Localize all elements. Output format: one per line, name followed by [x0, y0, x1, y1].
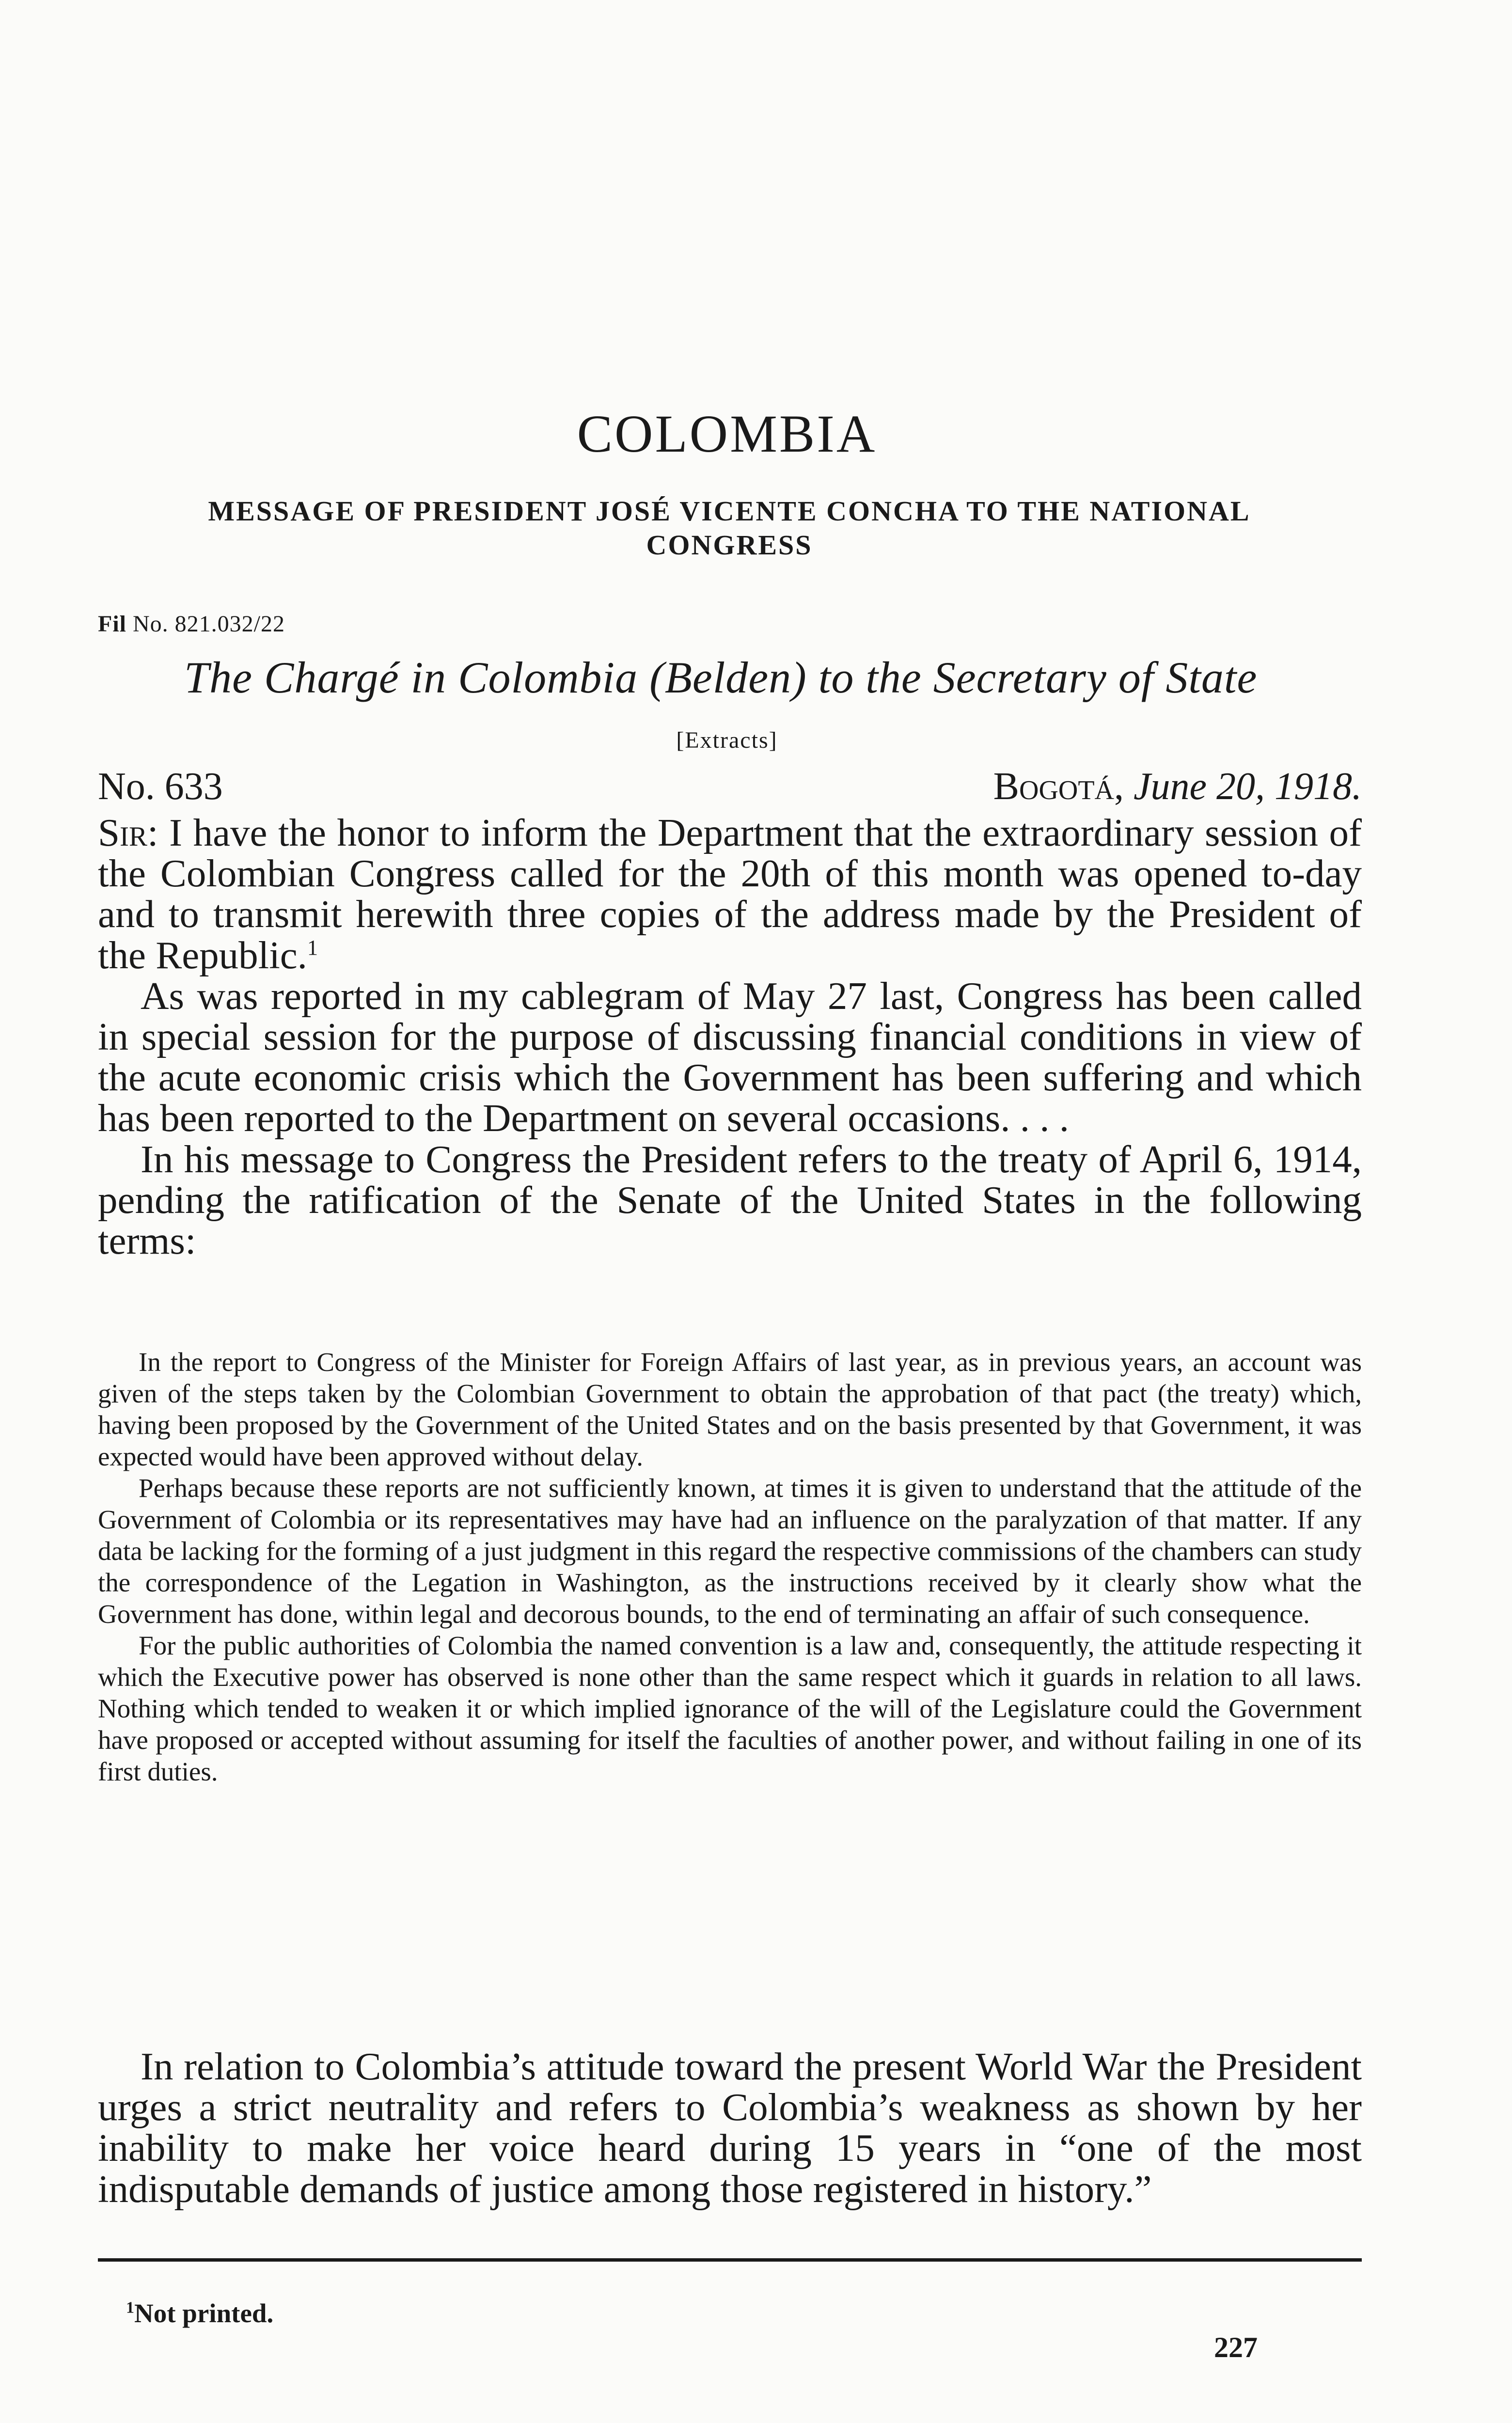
document-heading: The Chargé in Colombia (Belden) to the Secretary of State: [184, 653, 1258, 702]
salutation: Sir:: [98, 811, 158, 854]
file-reference: [98, 611, 285, 637]
document-subtitle: MESSAGE OF PRESIDENT JOSÉ VICENTE CONCHA TO THE NATIONAL CONGRESS: [208, 495, 1251, 561]
quote-paragraph-3: For the public authorities of Colombia the named convention is a law and, consequently, the attitude respecting it which the Executive power has observed is none other than the same respect which it guards in relation to all laws. Nothing which tended to weaken it or which implied ignorance of the will of the Legislature could the Government have proposed or accepted without assuming for itself the faculties of another power, and without failing in one of its first duties.: [98, 1631, 1362, 1786]
paragraph-2: As was reported in my cablegram of May 27 last, Congress has been called in special session for the purpose of discussing financial conditions in view of the acute economic crisis which the Government has been suffering and which has been reported to the Department on several occasions. . . .: [98, 974, 1362, 1140]
file-number: No. 821.032/22: [133, 611, 285, 637]
dateline-date: June 20, 1918.: [1133, 765, 1362, 808]
page-title: COLOMBIA: [577, 404, 877, 463]
letter-body: [98, 812, 1362, 1261]
paragraph-4: In relation to Colombia’s attitude toward the present World War the President urges a strict neutrality and refers to Colombia’s weakness as shown by her inability to make her voice heard during 15 years in “one of the most indisputable demands of justice among those registered in history.”: [98, 2045, 1362, 2211]
footnote: [126, 2298, 273, 2329]
quote-paragraph-1: In the report to Congress of the Minister for Foreign Affairs of last year, as in previous years, an account was given of the steps taken by the Colombian Government to obtain the approbation of that pact (the treaty) which, having been proposed by the Government of the United States and on the basis presented by that Government, it was expected would have been approved without delay.: [98, 1347, 1362, 1471]
dateline-place: Bogotá,: [993, 765, 1124, 808]
quote-paragraph-2: Perhaps because these reports are not sufficiently known, at times it is given to understand that the attitude of the Government of Colombia or its representatives may have had an influence on the paralyzation of that matter. If any data be lacking for the forming of a just judgment in this regard the respective commissions of the chambers can study the correspondence of the Legation in Washington, as the instructions received by it clearly show what the Government has done, within legal and decorous bounds, to the end of terminating an affair of such consequence.: [98, 1473, 1362, 1629]
file-prefix: Fil: [98, 611, 126, 637]
closing-section: [98, 2046, 1362, 2209]
footnote-mark: 1: [126, 2298, 134, 2317]
document-number: No. 633: [98, 765, 223, 808]
paragraph-1-text: I have the honor to inform the Department that the extraordinary session of the Colombian Congress called for the 20th of this month was opened to-day and to transmit herewith three copies of the address made by the President of the Republic.: [98, 811, 1362, 977]
paragraph-1: [98, 812, 1362, 975]
quoted-message: [98, 1346, 1362, 1787]
page-number: 227: [1214, 2331, 1258, 2363]
dateline: [863, 765, 1362, 809]
paragraph-3: In his message to Congress the President refers to the treaty of April 6, 1914, pending the ratification of the Senate of the United States in the following terms:: [98, 1137, 1362, 1263]
footnote-ref: 1: [307, 935, 318, 960]
footnote-text: Not printed.: [134, 2298, 274, 2328]
extracts-label: [Extracts]: [676, 727, 778, 753]
footnote-divider: [98, 2258, 1362, 2262]
